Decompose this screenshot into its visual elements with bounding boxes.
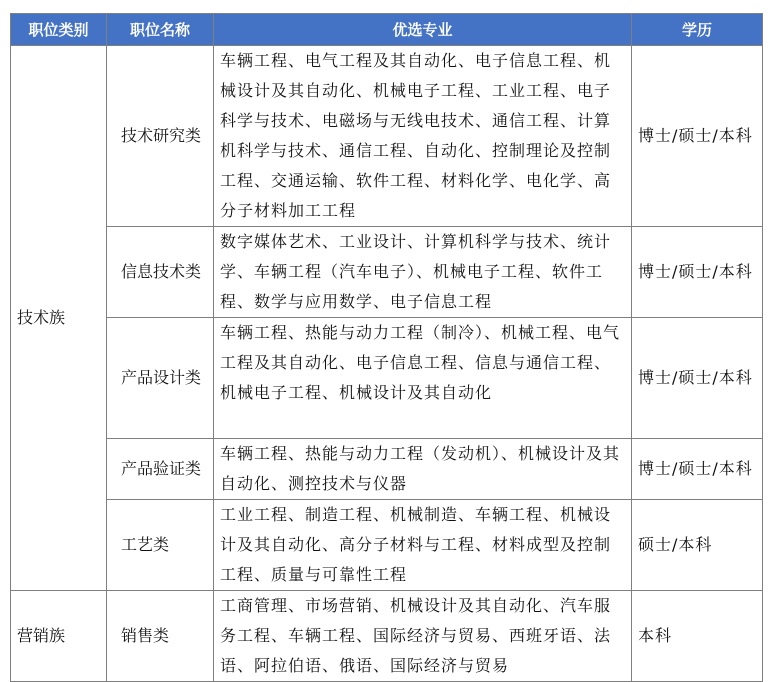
table-row: [11, 227, 763, 318]
table-row: [11, 439, 763, 500]
header-position: 职位名称: [107, 14, 214, 46]
majors-cell: 工商管理、市场营销、机械设计及其自动化、汽车服务工程、车辆工程、国际经济与贸易、西班牙语、法语、阿拉伯语、俄语、国际经济与贸易: [214, 591, 632, 682]
degree-cell: 博士/硕士/本科: [632, 318, 763, 439]
position-cell: 销售类: [107, 591, 214, 682]
header-degree: 学历: [632, 14, 763, 46]
degree-cell: 博士/硕士/本科: [632, 227, 763, 318]
degree-cell: 博士/硕士/本科: [632, 46, 763, 227]
family-cell-tech: 技术族: [11, 46, 107, 591]
position-cell: 技术研究类: [107, 46, 214, 227]
majors-cell: 车辆工程、热能与动力工程（制冷）、机械工程、电气工程及其自动化、电子信息工程、信息与通信工程、机械电子工程、机械设计及其自动化: [214, 318, 632, 439]
family-cell-marketing: 营销族: [11, 591, 107, 682]
degree-cell: 硕士/本科: [632, 500, 763, 591]
table-row: [11, 46, 763, 227]
majors-cell: 车辆工程、热能与动力工程（发动机）、机械设计及其自动化、测控技术与仪器: [214, 439, 632, 500]
header-family: 职位类别: [11, 14, 107, 46]
majors-cell: 车辆工程、电气工程及其自动化、电子信息工程、机械设计及其自动化、机械电子工程、工业工程、电子科学与技术、电磁场与无线电技术、通信工程、计算机科学与技术、通信工程、自动化、控制理论及控制工程、交通运输、软件工程、材料化学、电化学、高分子材料加工工程: [214, 46, 632, 227]
position-cell: 工艺类: [107, 500, 214, 591]
table-row: [11, 591, 763, 682]
degree-cell: 博士/硕士/本科: [632, 439, 763, 500]
majors-cell: 工业工程、制造工程、机械制造、车辆工程、机械设计及其自动化、高分子材料与工程、材料成型及控制工程、质量与可靠性工程: [214, 500, 632, 591]
header-row: [11, 14, 763, 46]
position-cell: 产品设计类: [107, 318, 214, 439]
majors-cell: 数字媒体艺术、工业设计、计算机科学与技术、统计学、车辆工程（汽车电子）、机械电子工程、软件工程、数学与应用数学、电子信息工程: [214, 227, 632, 318]
position-cell: 产品验证类: [107, 439, 214, 500]
recruitment-table: [10, 13, 763, 682]
degree-cell: 本科: [632, 591, 763, 682]
table-row: [11, 318, 763, 439]
position-cell: 信息技术类: [107, 227, 214, 318]
table-row: [11, 500, 763, 591]
header-majors: 优选专业: [214, 14, 632, 46]
